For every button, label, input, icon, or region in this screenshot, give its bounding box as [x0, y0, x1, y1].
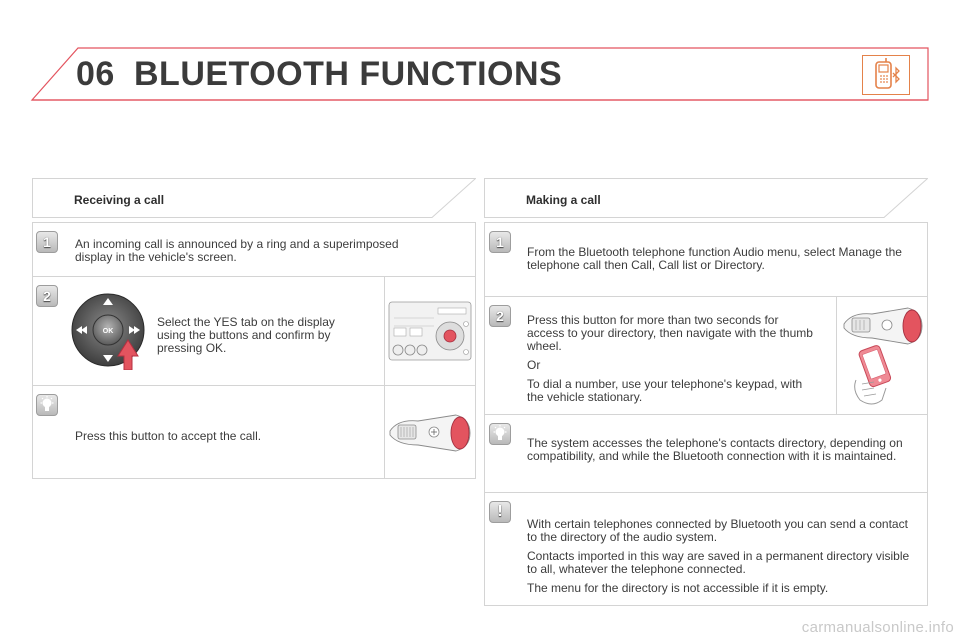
receiving-step-1-text: An incoming call is announced by a ring and a superimposed display in the vehicle's screen.	[75, 237, 399, 264]
making-tip-text: The system accesses the telephone's contacts directory, depending on compatibility, and while the Bluetooth connection with it is maintained.	[527, 436, 903, 463]
step-badge-1: 1	[36, 231, 58, 253]
making-divider-1	[484, 296, 928, 297]
making-step-1-text: From the Bluetooth telephone function Audio menu, select Manage the telephone call then Call, Call list or Directory.	[527, 245, 902, 272]
making-step-2-line-2: Or	[527, 358, 541, 372]
receiving-title: Receiving a call	[74, 193, 165, 207]
bluetooth-phone-icon	[862, 55, 910, 95]
tip-badge-receiving	[36, 394, 58, 416]
making-title: Making a call	[526, 193, 601, 207]
warning-badge: !	[489, 501, 511, 523]
lightbulb-icon	[493, 425, 507, 443]
tip-badge-making	[489, 423, 511, 445]
keypad-ok-label: OK	[102, 328, 114, 335]
receiving-divider-1	[32, 276, 476, 277]
receiving-divider-2	[32, 385, 476, 386]
making-warning-line-1: With certain telephones connected by Bluetooth you can send a contact to the directory of the audio system.	[527, 517, 908, 544]
making-step-badge-2: 2	[489, 305, 511, 327]
making-step-2-line-1: Press this button for more than two seconds for access to your directory, then navigate with the thumb wheel.	[527, 313, 813, 353]
lightbulb-icon	[40, 396, 54, 414]
watermark: carmanualsonline.info	[801, 619, 954, 636]
audio-system-illustration	[388, 298, 472, 364]
making-warning-line-2: Contacts imported in this way are saved in a permanent directory visible to all, whatever the telephone connected.	[527, 549, 910, 576]
chapter-title: BLUETOOTH FUNCTIONS	[134, 55, 563, 93]
making-warning-text	[527, 518, 917, 601]
making-step-2-text	[527, 314, 817, 410]
making-image-divider	[836, 296, 837, 414]
making-warning-line-3: The menu for the directory is not accessible if it is empty.	[527, 581, 829, 595]
steering-stalk-illustration	[388, 407, 472, 457]
chapter-number: 06	[76, 55, 115, 93]
making-step-2-line-3: To dial a number, use your telephone's keypad, with the vehicle stationary.	[527, 377, 803, 404]
stalk-and-phone-illustration	[842, 300, 924, 410]
making-divider-3	[484, 492, 928, 493]
navigation-keypad-icon	[70, 292, 148, 370]
receiving-step-2-text: Select the YES tab on the display using the buttons and confirm by pressing OK.	[157, 315, 335, 355]
step-badge-2: 2	[36, 285, 58, 307]
making-divider-2	[484, 414, 928, 415]
making-step-badge-1: 1	[489, 231, 511, 253]
receiving-tip-text: Press this button to accept the call.	[75, 429, 262, 443]
receiving-image-divider	[384, 276, 385, 479]
